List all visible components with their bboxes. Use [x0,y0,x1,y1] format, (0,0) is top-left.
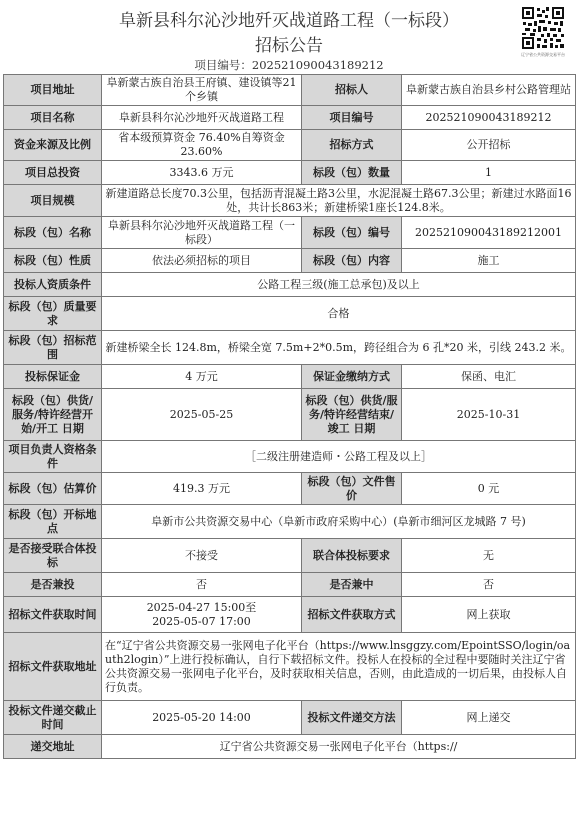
field-label: 标段（包）供货/服务/特许经营开始/开工 日期 [4,389,102,441]
field-value: 否 [402,573,576,597]
table-row [4,249,576,273]
field-value: 1 [402,161,576,185]
field-label: 标段（包）招标范围 [4,331,102,365]
field-label: 投标保证金 [4,365,102,389]
field-value: 0 元 [402,473,576,505]
field-value: 419.3 万元 [102,473,302,505]
notice-table [3,74,576,759]
table-row [4,597,576,633]
field-value: 网上获取 [402,597,576,633]
field-value: 在“辽宁省公共资源交易一张网电子化平台（https://www.lnsggzy.com/EpointSSO/login/oauth2login）”上进行投标确认，自行下载招标文件。投标人在投标的全过程中要随时关注辽宁省公共资源交易一张网电子化平台，及时获取相关信息，否则，由此造成的一切后果，由投标人自行负责。 [102,633,576,701]
table-row [4,365,576,389]
field-value: 公路工程三级(施工总承包)及以上 [102,273,576,297]
field-label: 是否接受联合体投标 [4,539,102,573]
field-value: 依法必须招标的项目 [102,249,302,273]
field-value: 网上递交 [402,701,576,735]
table-row [4,701,576,735]
field-label: 标段（包）供货/服务/特许经营结束/竣工 日期 [302,389,402,441]
field-label: 招标文件获取地址 [4,633,102,701]
field-label: 标段（包）估算价 [4,473,102,505]
qr-caption: 辽宁省公共资源交易平台 [521,52,565,57]
field-label: 保证金缴纳方式 [302,365,402,389]
field-value: 否 [102,573,302,597]
field-value: 2025-10-31 [402,389,576,441]
field-value: 新建道路总长度70.3公里，包括沥青混凝土路3公里，水泥混凝土路67.3公里；新建过水路面16处，共计长863米；新建桥梁1座长124.8米。 [102,185,576,217]
field-label: 标段（包）性质 [4,249,102,273]
field-value: 202521090043189212 [402,106,576,130]
field-value: 省本级预算资金 76.40%自筹资金23.60% [102,130,302,161]
table-row [4,441,576,473]
table-row [4,161,576,185]
acquire-end-time: 2025-05-07 17:00 [152,614,251,628]
field-value: 无 [402,539,576,573]
field-value [102,597,302,633]
field-value: 阜新市公共资源交易中心（阜新市政府采购中心）(阜新市细河区龙城路 7 号) [102,505,576,539]
table-row [4,75,576,106]
field-value: 施工 [402,249,576,273]
field-label: 项目总投资 [4,161,102,185]
table-row [4,389,576,441]
field-value: 合格 [102,297,576,331]
field-value: 公开招标 [402,130,576,161]
field-label: 是否兼中 [302,573,402,597]
notice-title: 阜新县科尔沁沙地歼灭战道路工程（一标段） [119,11,459,31]
field-value: 阜新县科尔沁沙地歼灭战道路工程（一标段） [102,217,302,249]
field-value: 保函、电汇 [402,365,576,389]
field-label: 标段（包）编号 [302,217,402,249]
table-row [4,633,576,701]
table-row [4,273,576,297]
table-row [4,573,576,597]
field-label: 投标人资质条件 [4,273,102,297]
project-number: 项目编号：202521090043189212 [194,58,384,72]
field-value: ［二级注册建造师・公路工程及以上］ [102,441,576,473]
field-label: 标段（包）质量要求 [4,297,102,331]
table-row [4,297,576,331]
field-label: 标段（包）名称 [4,217,102,249]
field-label: 标段（包）开标地点 [4,505,102,539]
table-row [4,505,576,539]
table-row [4,130,576,161]
field-value: 不接受 [102,539,302,573]
field-label: 标段（包）内容 [302,249,402,273]
notice-subtitle: 招标公告 [255,36,323,56]
field-value: 辽宁省公共资源交易一张网电子化平台（https:// [102,735,576,759]
field-label: 标段（包）数量 [302,161,402,185]
table-row [4,473,576,505]
field-label: 标段（包）文件售价 [302,473,402,505]
field-value: 2025-05-25 [102,389,302,441]
field-label: 项目名称 [4,106,102,130]
field-value: 3343.6 万元 [102,161,302,185]
field-value: 阜新蒙古族自治县乡村公路管理站 [402,75,576,106]
field-value: 202521090043189212001 [402,217,576,249]
field-label: 是否兼投 [4,573,102,597]
field-label: 招标文件获取方式 [302,597,402,633]
field-label: 联合体投标要求 [302,539,402,573]
acquire-start-time: 2025-04-27 15:00至 [146,600,257,614]
field-label: 投标文件递交截止时间 [4,701,102,735]
field-label: 投标文件递交方法 [302,701,402,735]
field-label: 招标文件获取时间 [4,597,102,633]
field-label: 招标方式 [302,130,402,161]
field-value: 4 万元 [102,365,302,389]
field-label: 递交地址 [4,735,102,759]
field-label: 项目编号 [302,106,402,130]
field-value: 新建桥梁全长 124.8m，桥梁全宽 7.5m+2*0.5m，跨径组合为 6 孔*20 米，引线 243.2 米。 [102,331,576,365]
field-label: 项目规模 [4,185,102,217]
field-value: 2025-05-20 14:00 [102,701,302,735]
table-row [4,217,576,249]
table-row [4,106,576,130]
table-row [4,539,576,573]
field-value: 阜新县科尔沁沙地歼灭战道路工程 [102,106,302,130]
table-row [4,331,576,365]
table-row [4,185,576,217]
qr-code-icon [521,6,565,50]
field-label: 项目负责人资格条件 [4,441,102,473]
field-label: 招标人 [302,75,402,106]
field-value: 阜新蒙古族自治县王府镇、建设镇等21个乡镇 [102,75,302,106]
field-label: 资金来源及比例 [4,130,102,161]
field-label: 项目地址 [4,75,102,106]
table-row [4,735,576,759]
